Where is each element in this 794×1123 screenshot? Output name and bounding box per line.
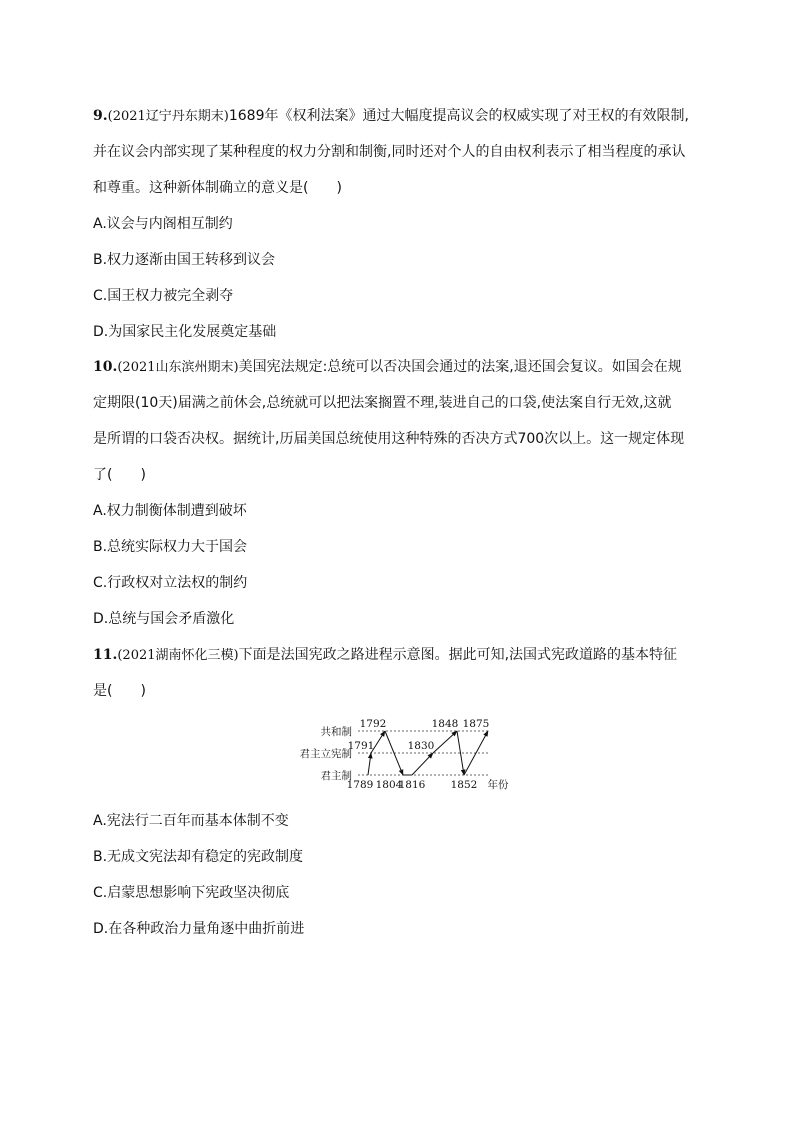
q9-option-a: A.议会与内阁相互制约 <box>93 216 233 232</box>
q10-stem-4: 了( ) <box>93 467 146 483</box>
q9-source: (2021辽宁丹东期末) <box>107 109 229 124</box>
q9-number: 9. <box>93 108 108 124</box>
year-label: 1789 <box>346 779 374 791</box>
q10-number: 10. <box>93 359 118 375</box>
year-label: 1852 <box>450 779 478 791</box>
q11-stem-1: 下面是法国宪政之路进程示意图。据此可知,法国式宪政道路的基本特征 <box>238 647 678 663</box>
q10-option-a: A.权力制衡体制遭到破坏 <box>93 503 247 519</box>
q10-stem-3: 是所谓的口袋否决权。据统计,历届美国总统使用这种特殊的否决方式700次以上。这一规定体现 <box>93 431 685 447</box>
q9-option-c: C.国王权力被完全剥夺 <box>93 288 234 304</box>
q11-line-1 <box>93 646 677 665</box>
france-constitution-diagram <box>280 712 520 796</box>
q9-option-b: B.权力逐渐由国王转移到议会 <box>93 252 276 268</box>
q11-option-a: A.宪法行二百年而基本体制不变 <box>93 813 289 829</box>
year-label: 1791 <box>347 740 375 752</box>
q10-option-c: C.行政权对立法权的制约 <box>93 575 248 591</box>
q10-stem-2: 定期限(10天)届满之前休会,总统就可以把法案搁置不理,装进自己的口袋,使法案自行无效,这就 <box>93 395 672 411</box>
q10-stem-1: 美国宪法规定:总统可以否决国会通过的法案,退还国会复议。如国会在规 <box>238 359 682 375</box>
year-label: 1848 <box>431 718 459 730</box>
q11-source: (2021湖南怀化三模) <box>117 648 239 663</box>
y-level-label: 君主立宪制 <box>299 748 352 760</box>
q10-option-d: D.总统与国会矛盾激化 <box>93 611 235 627</box>
y-level-label: 君主制 <box>320 770 352 782</box>
year-label: 1804 <box>375 779 403 791</box>
q11-option-d: D.在各种政治力量角逐中曲折前进 <box>93 921 305 937</box>
q11-option-b: B.无成文宪法却有稳定的宪政制度 <box>93 849 304 865</box>
path-segment-arrow <box>368 753 371 775</box>
q11-stem-2: 是( ) <box>93 683 146 699</box>
q10-source: (2021山东滨州期末) <box>117 360 239 375</box>
year-label: 1792 <box>359 718 387 730</box>
q11-number: 11. <box>93 647 118 663</box>
q9-stem-3: 和尊重。这种新体制确立的意义是( ) <box>93 180 342 196</box>
q11-option-c: C.启蒙思想影响下宪政坚决彻底 <box>93 885 290 901</box>
q9-stem-2: 并在议会内部实现了某种程度的权力分割和制衡,同时还对个人的自由权利表示了相当程度的承认 <box>93 144 686 160</box>
x-axis-label: 年份 <box>487 779 509 791</box>
y-level-label: 共和制 <box>320 726 352 738</box>
path-segment-arrow <box>433 731 457 753</box>
q10-line-1 <box>93 358 682 377</box>
year-label: 1830 <box>407 740 435 752</box>
path-segment-arrow <box>412 753 433 775</box>
q9-line-1 <box>93 107 689 126</box>
q9-option-d: D.为国家民主化发展奠定基础 <box>93 324 277 340</box>
q9-stem-1: 1689年《权利法案》通过大幅度提高议会的权威实现了对王权的有效限制, <box>228 108 689 124</box>
year-label: 1816 <box>398 779 426 791</box>
q10-option-b: B.总统实际权力大于国会 <box>93 539 248 555</box>
year-label: 1875 <box>462 718 490 730</box>
